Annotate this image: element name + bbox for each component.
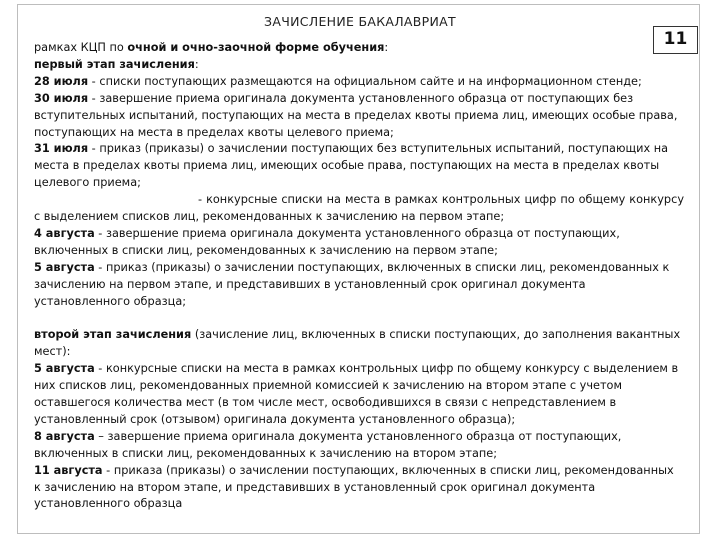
stage2-item-1-date: 5 августа — [34, 362, 95, 376]
stage2-item-1 — [34, 361, 684, 429]
stage1-item-6 — [34, 260, 684, 311]
stage1-item-5 — [34, 226, 684, 260]
stage2-item-2-date: 8 августа — [34, 429, 95, 443]
stage1-item-4-text: - конкурсные списки на места в рамках контрольных цифр по общему конкурсу с выделением списков лиц, рекомендованных к зачислению на первом этапе; — [34, 193, 684, 224]
stage2-item-3-text: - приказа (приказы) о зачислении поступающих, включенных в списки лиц, рекомендованных к зачислению на втором этапе, и представивших в установленный срок оригинал документа установленного образца — [34, 463, 674, 511]
stage1-item-6-date: 5 августа — [34, 260, 95, 274]
stage2-item-2-text: – завершение приема оригинала документа установленного образца от поступающих, включенных в списки лиц, рекомендованных к зачислению на втором этапе; — [34, 429, 622, 460]
stage1-item-1-text: - списки поступающих размещаются на официальном сайте и на информационном стенде; — [88, 74, 642, 88]
stage1-item-3-text: - приказ (приказы) о зачислении поступающих без вступительных испытаний, поступающих на места в пределах квоты приема лиц, имеющих особые права, поступающих на места в пределах квоты целевого приема; — [34, 142, 669, 190]
section-spacer — [34, 311, 684, 328]
stage1-item-5-date: 4 августа — [34, 226, 95, 240]
stage2-heading-text: второй этап зачисления — [34, 328, 192, 342]
stage1-item-3 — [34, 141, 684, 192]
stage1-intro-end: : — [384, 41, 389, 54]
stage1-heading-text: первый этап зачисления — [34, 57, 195, 71]
stage1-item-1 — [34, 74, 684, 91]
stage1-intro-text: рамках КЦП по — [34, 41, 128, 54]
stage2-heading-note: (зачисление лиц, включенных в списки поступающих, до заполнения вакантных мест): — [34, 328, 681, 359]
slide-number-badge: 11 — [653, 26, 698, 54]
stage2-item-3-date: 11 августа — [34, 463, 103, 477]
stage1-item-2-text: - завершение приема оригинала документа установленного образца от поступающих без вступительных испытаний, поступающих на места в пределах квоты приема лиц, имеющих особые права, поступающих на места в пределах квоты целевого приема; — [34, 91, 678, 139]
stage1-item-3-date: 31 июля — [34, 142, 89, 156]
study-form-emphasis: очной и очно-заочной форме обучения — [127, 41, 385, 54]
slide-title: ЗАЧИСЛЕНИЕ БАКАЛАВРИАТ — [264, 14, 456, 29]
stage1-item-2-date: 30 июля — [34, 91, 89, 105]
stage1-item-5-text: - завершение приема оригинала документа установленного образца от поступающих, включенных в списки лиц, рекомендованных к зачислению на первом этапе; — [34, 226, 620, 257]
stage1-item-1-date: 28 июля — [34, 74, 89, 88]
stage2-item-3 — [34, 463, 684, 514]
slide-content — [34, 40, 684, 513]
stage2-heading — [34, 327, 684, 361]
stage1-item-6-text: - приказ (приказы) о зачислении поступающих, включенных в списки лиц, рекомендованных к зачислению на первом этапе, и представивших в установленный срок оригинал документа установленного образца; — [34, 260, 670, 308]
stage1-item-4 — [34, 192, 684, 226]
stage2-item-1-text: - конкурсные списки на места в рамках контрольных цифр по общему конкурсу с выделением в них списков лиц, рекомендованных приемной комиссией к зачислению на втором этапе с учетом оставшегося количества мест (в том числе мест, освободившихся в связи с непредставлением в установленный срок (отзывом) оригинала документа установленного образца); — [34, 362, 679, 426]
stage1-heading — [34, 57, 684, 74]
stage2-item-2 — [34, 429, 684, 463]
stage1-heading-end: : — [194, 57, 199, 71]
stage1-item-2 — [34, 91, 684, 142]
stage1-intro — [34, 40, 684, 57]
